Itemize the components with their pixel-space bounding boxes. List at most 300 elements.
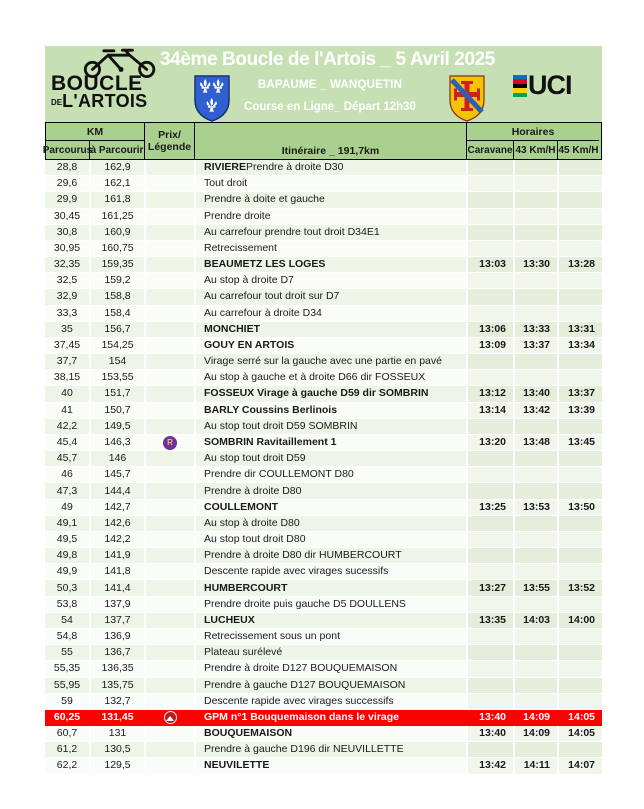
itinerary-cell: Prendre droite bbox=[196, 209, 468, 225]
time-43kmh-cell bbox=[515, 160, 559, 176]
km-a-parcourir-cell: 142,2 bbox=[91, 532, 146, 548]
km-parcourus-cell: 28,8 bbox=[45, 160, 91, 176]
table-row bbox=[45, 192, 602, 208]
itinerary-cell: Prendre dir COULLEMONT D80 bbox=[196, 467, 468, 483]
table-row bbox=[45, 225, 602, 241]
table-row bbox=[45, 694, 602, 710]
bapaume-coat-of-arms-icon bbox=[193, 74, 231, 122]
km-a-parcourir-cell: 142,7 bbox=[91, 500, 146, 516]
time-45kmh-cell bbox=[559, 370, 602, 386]
itinerary-cell: Au stop à droite D7 bbox=[196, 273, 468, 289]
km-a-parcourir-cell: 132,7 bbox=[91, 694, 146, 710]
time-45kmh-cell bbox=[559, 192, 602, 208]
km-parcourus-cell: 55,35 bbox=[45, 661, 91, 677]
header-itineraire: Itinéraire _ 191,7km bbox=[195, 123, 467, 159]
itinerary-cell: COULLEMONT bbox=[196, 500, 468, 516]
km-a-parcourir-cell: 145,7 bbox=[91, 467, 146, 483]
table-row bbox=[45, 483, 602, 499]
time-45kmh-cell bbox=[559, 289, 602, 305]
time-43kmh-cell: 13:48 bbox=[515, 435, 559, 451]
uci-logo bbox=[513, 72, 572, 99]
time-43kmh-cell bbox=[515, 241, 559, 257]
itinerary-cell: SOMBRIN Ravitaillement 1 bbox=[196, 435, 468, 451]
time-45kmh-cell: 13:52 bbox=[559, 580, 602, 596]
km-parcourus-cell: 32,9 bbox=[45, 289, 91, 305]
time-45kmh-cell: 13:37 bbox=[559, 386, 602, 402]
caravane-time-cell: 13:35 bbox=[468, 613, 515, 629]
table-row bbox=[45, 678, 602, 694]
time-43kmh-cell bbox=[515, 370, 559, 386]
km-parcourus-cell: 40 bbox=[45, 386, 91, 402]
itinerary-cell: Descente rapide avec virages successifs bbox=[196, 694, 468, 710]
race-route: BAPAUME _ WANQUETIN bbox=[257, 79, 403, 91]
itinerary-cell: HUMBERCOURT bbox=[196, 580, 468, 596]
prix-legende-cell bbox=[146, 694, 196, 710]
prix-legende-cell bbox=[146, 322, 196, 338]
table-row bbox=[45, 710, 602, 726]
km-a-parcourir-cell: 160,75 bbox=[91, 241, 146, 257]
table-row bbox=[45, 370, 602, 386]
km-a-parcourir-cell: 162,9 bbox=[91, 160, 146, 176]
prix-legende-cell bbox=[146, 435, 196, 451]
prix-legende-cell bbox=[146, 160, 196, 176]
time-45kmh-cell bbox=[559, 451, 602, 467]
caravane-time-cell bbox=[468, 451, 515, 467]
table-row bbox=[45, 289, 602, 305]
itinerary-cell: Au stop à droite D80 bbox=[196, 516, 468, 532]
km-a-parcourir-cell: 142,6 bbox=[91, 516, 146, 532]
prix-legende-cell bbox=[146, 306, 196, 322]
caravane-time-cell bbox=[468, 516, 515, 532]
caravane-time-cell bbox=[468, 419, 515, 435]
km-parcourus-cell: 49,1 bbox=[45, 516, 91, 532]
prix-legende-cell bbox=[146, 597, 196, 613]
caravane-time-cell bbox=[468, 241, 515, 257]
table-row bbox=[45, 176, 602, 192]
time-45kmh-cell bbox=[559, 694, 602, 710]
table-row bbox=[45, 306, 602, 322]
prix-legende-cell bbox=[146, 386, 196, 402]
table-row bbox=[45, 580, 602, 596]
km-parcourus-cell: 30,95 bbox=[45, 241, 91, 257]
table-row bbox=[45, 257, 602, 273]
caravane-time-cell bbox=[468, 176, 515, 192]
prix-legende-cell bbox=[146, 500, 196, 516]
km-parcourus-cell: 45,7 bbox=[45, 451, 91, 467]
km-a-parcourir-cell: 141,4 bbox=[91, 580, 146, 596]
time-43kmh-cell bbox=[515, 742, 559, 758]
caravane-time-cell: 13:12 bbox=[468, 386, 515, 402]
table-row bbox=[45, 548, 602, 564]
time-43kmh-cell bbox=[515, 661, 559, 677]
table-row bbox=[45, 564, 602, 580]
km-a-parcourir-cell: 150,7 bbox=[91, 403, 146, 419]
km-parcourus-cell: 50,3 bbox=[45, 580, 91, 596]
itinerary-cell: Au carrefour à droite D34 bbox=[196, 306, 468, 322]
km-a-parcourir-cell: 135,75 bbox=[91, 678, 146, 694]
itinerary-cell: Prendre à droite D127 BOUQUEMAISON bbox=[196, 661, 468, 677]
table-row bbox=[45, 532, 602, 548]
caravane-time-cell bbox=[468, 273, 515, 289]
time-45kmh-cell: 14:05 bbox=[559, 726, 602, 742]
time-45kmh-cell bbox=[559, 176, 602, 192]
prix-legende-cell bbox=[146, 273, 196, 289]
km-a-parcourir-cell: 137,9 bbox=[91, 597, 146, 613]
table-row bbox=[45, 435, 602, 451]
km-a-parcourir-cell: 136,7 bbox=[91, 645, 146, 661]
km-a-parcourir-cell: 149,5 bbox=[91, 419, 146, 435]
prix-legende-cell bbox=[146, 403, 196, 419]
km-a-parcourir-cell: 156,7 bbox=[91, 322, 146, 338]
table-row bbox=[45, 241, 602, 257]
table-row bbox=[45, 451, 602, 467]
km-a-parcourir-cell: 154 bbox=[91, 354, 146, 370]
km-parcourus-cell: 59 bbox=[45, 694, 91, 710]
km-parcourus-cell: 29,6 bbox=[45, 176, 91, 192]
table-row bbox=[45, 322, 602, 338]
km-a-parcourir-cell: 130,5 bbox=[91, 742, 146, 758]
prix-legende-cell bbox=[146, 289, 196, 305]
km-parcourus-cell: 49,9 bbox=[45, 564, 91, 580]
km-a-parcourir-cell: 141,9 bbox=[91, 548, 146, 564]
prix-legende-cell bbox=[146, 192, 196, 208]
time-45kmh-cell: 13:34 bbox=[559, 338, 602, 354]
gpm-mountain-icon bbox=[164, 711, 177, 724]
itinerary-cell: Au stop à gauche et à droite D66 dir FOSSEUX bbox=[196, 370, 468, 386]
caravane-time-cell bbox=[468, 370, 515, 386]
km-a-parcourir-cell: 158,4 bbox=[91, 306, 146, 322]
time-43kmh-cell: 13:55 bbox=[515, 580, 559, 596]
km-parcourus-cell: 38,15 bbox=[45, 370, 91, 386]
time-43kmh-cell bbox=[515, 564, 559, 580]
km-parcourus-cell: 41 bbox=[45, 403, 91, 419]
race-title: 34ème Boucle de l'Artois _ 5 Avril 2025 bbox=[160, 49, 495, 70]
header-horaires: Horaires bbox=[467, 123, 599, 141]
caravane-time-cell: 13:20 bbox=[468, 435, 515, 451]
prix-legende-cell bbox=[146, 467, 196, 483]
km-parcourus-cell: 37,45 bbox=[45, 338, 91, 354]
time-45kmh-cell bbox=[559, 516, 602, 532]
prix-legende-cell bbox=[146, 176, 196, 192]
prix-legende-cell bbox=[146, 257, 196, 273]
caravane-time-cell bbox=[468, 678, 515, 694]
time-45kmh-cell: 14:07 bbox=[559, 758, 602, 774]
header-parcourus: Parcourus bbox=[46, 141, 90, 159]
table-row bbox=[45, 726, 602, 742]
caravane-time-cell: 13:40 bbox=[468, 726, 515, 742]
header-km: KM bbox=[46, 123, 145, 141]
race-banner bbox=[45, 46, 602, 122]
itinerary-cell: FOSSEUX Virage à gauche D59 dir SOMBRIN bbox=[196, 386, 468, 402]
km-a-parcourir-cell: 146 bbox=[91, 451, 146, 467]
caravane-time-cell bbox=[468, 225, 515, 241]
time-45kmh-cell: 14:00 bbox=[559, 613, 602, 629]
time-45kmh-cell bbox=[559, 483, 602, 499]
itinerary-cell: Au stop tout droit D59 SOMBRIN bbox=[196, 419, 468, 435]
prix-legende-cell bbox=[146, 209, 196, 225]
time-43kmh-cell bbox=[515, 289, 559, 305]
km-a-parcourir-cell: 159,2 bbox=[91, 273, 146, 289]
logo-de: DE bbox=[51, 98, 63, 108]
km-parcourus-cell: 47,3 bbox=[45, 483, 91, 499]
km-parcourus-cell: 49,8 bbox=[45, 548, 91, 564]
itinerary-cell: Au carrefour prendre tout droit D34E1 bbox=[196, 225, 468, 241]
header-prix-legende: Prix/ Légende bbox=[145, 123, 195, 159]
itinerary-cell: Prendre à droite D80 bbox=[196, 483, 468, 499]
km-a-parcourir-cell: 154,25 bbox=[91, 338, 146, 354]
time-43kmh-cell: 14:11 bbox=[515, 758, 559, 774]
prix-legende-cell bbox=[146, 241, 196, 257]
km-a-parcourir-cell: 131,45 bbox=[91, 710, 146, 726]
km-parcourus-cell: 54,8 bbox=[45, 629, 91, 645]
race-type-start: Course en Ligne_ Départ 12h30 bbox=[244, 101, 416, 113]
km-parcourus-cell: 49 bbox=[45, 500, 91, 516]
itinerary-cell: Virage serré sur la gauche avec une partie en pavé bbox=[196, 354, 468, 370]
ravitaillement-icon: R bbox=[163, 436, 177, 450]
time-43kmh-cell bbox=[515, 192, 559, 208]
km-a-parcourir-cell: 136,9 bbox=[91, 629, 146, 645]
time-45kmh-cell bbox=[559, 209, 602, 225]
caravane-time-cell bbox=[468, 289, 515, 305]
table-row bbox=[45, 419, 602, 435]
itinerary-cell: Prendre droite puis gauche D5 DOULLENS bbox=[196, 597, 468, 613]
prix-legende-cell bbox=[146, 613, 196, 629]
itinerary-cell: Prendre à doite et gauche bbox=[196, 192, 468, 208]
time-43kmh-cell bbox=[515, 273, 559, 289]
table-row bbox=[45, 467, 602, 483]
prix-legende-cell bbox=[146, 645, 196, 661]
km-a-parcourir-cell: 160,9 bbox=[91, 225, 146, 241]
km-a-parcourir-cell: 151,7 bbox=[91, 386, 146, 402]
caravane-time-cell bbox=[468, 532, 515, 548]
caravane-time-cell bbox=[468, 467, 515, 483]
km-a-parcourir-cell: 131 bbox=[91, 726, 146, 742]
prix-legende-cell bbox=[146, 564, 196, 580]
itinerary-cell: Prendre à gauche D127 BOUQUEMAISON bbox=[196, 678, 468, 694]
km-parcourus-cell: 42,2 bbox=[45, 419, 91, 435]
table-row bbox=[45, 645, 602, 661]
header-a-parcourir: à Parcourir bbox=[90, 141, 145, 159]
km-parcourus-cell: 49,5 bbox=[45, 532, 91, 548]
time-45kmh-cell bbox=[559, 467, 602, 483]
table-row bbox=[45, 629, 602, 645]
km-parcourus-cell: 30,8 bbox=[45, 225, 91, 241]
time-45kmh-cell bbox=[559, 597, 602, 613]
caravane-time-cell bbox=[468, 645, 515, 661]
time-45kmh-cell bbox=[559, 645, 602, 661]
time-45kmh-cell bbox=[559, 629, 602, 645]
table-row bbox=[45, 273, 602, 289]
itinerary-cell: Retrecissement bbox=[196, 241, 468, 257]
km-a-parcourir-cell: 159,35 bbox=[91, 257, 146, 273]
time-45kmh-cell bbox=[559, 273, 602, 289]
table-row bbox=[45, 500, 602, 516]
prix-legende-cell bbox=[146, 580, 196, 596]
time-43kmh-cell bbox=[515, 516, 559, 532]
km-parcourus-cell: 30,45 bbox=[45, 209, 91, 225]
caravane-time-cell: 13:03 bbox=[468, 257, 515, 273]
km-parcourus-cell: 46 bbox=[45, 467, 91, 483]
km-a-parcourir-cell: 129,5 bbox=[91, 758, 146, 774]
caravane-time-cell: 13:14 bbox=[468, 403, 515, 419]
time-43kmh-cell bbox=[515, 645, 559, 661]
time-43kmh-cell: 14:09 bbox=[515, 726, 559, 742]
caravane-time-cell bbox=[468, 661, 515, 677]
table-row bbox=[45, 597, 602, 613]
time-43kmh-cell bbox=[515, 597, 559, 613]
time-45kmh-cell bbox=[559, 532, 602, 548]
km-parcourus-cell: 33,3 bbox=[45, 306, 91, 322]
caravane-time-cell: 13:09 bbox=[468, 338, 515, 354]
prix-legende-cell bbox=[146, 532, 196, 548]
logo-line1: BOUCLE bbox=[51, 72, 143, 95]
km-a-parcourir-cell: 141,8 bbox=[91, 564, 146, 580]
time-45kmh-cell bbox=[559, 419, 602, 435]
itinerary-cell: Au carrefour tout droit sur D7 bbox=[196, 289, 468, 305]
time-45kmh-cell bbox=[559, 241, 602, 257]
table-row bbox=[45, 403, 602, 419]
time-45kmh-cell: 13:28 bbox=[559, 257, 602, 273]
itinerary-cell: BEAUMETZ LES LOGES bbox=[196, 257, 468, 273]
itinerary-cell: GOUY EN ARTOIS bbox=[196, 338, 468, 354]
wanquetin-coat-of-arms-icon bbox=[448, 74, 486, 122]
itinerary-cell: BARLY Coussins Berlinois bbox=[196, 403, 468, 419]
km-a-parcourir-cell: 146,3 bbox=[91, 435, 146, 451]
caravane-time-cell bbox=[468, 742, 515, 758]
caravane-time-cell bbox=[468, 597, 515, 613]
time-43kmh-cell bbox=[515, 483, 559, 499]
time-43kmh-cell bbox=[515, 629, 559, 645]
logo-wordmark bbox=[51, 74, 147, 110]
km-a-parcourir-cell: 153,55 bbox=[91, 370, 146, 386]
roadbook-sheet bbox=[42, 46, 602, 775]
itinerary-cell: Plateau surélevé bbox=[196, 645, 468, 661]
km-a-parcourir-cell: 161,8 bbox=[91, 192, 146, 208]
itinerary-cell: MONCHIET bbox=[196, 322, 468, 338]
km-parcourus-cell: 32,5 bbox=[45, 273, 91, 289]
table-row bbox=[45, 386, 602, 402]
prix-legende-cell bbox=[146, 354, 196, 370]
table-row bbox=[45, 209, 602, 225]
time-43kmh-cell bbox=[515, 306, 559, 322]
table-row bbox=[45, 613, 602, 629]
table-row bbox=[45, 742, 602, 758]
prix-legende-cell bbox=[146, 548, 196, 564]
caravane-time-cell bbox=[468, 192, 515, 208]
time-45kmh-cell bbox=[559, 661, 602, 677]
time-43kmh-cell bbox=[515, 548, 559, 564]
uci-rainbow-bars-icon bbox=[513, 75, 527, 97]
itinerary-cell: Prendre à gauche D196 dir NEUVILLETTE bbox=[196, 742, 468, 758]
time-45kmh-cell: 13:50 bbox=[559, 500, 602, 516]
itinerary-cell: BOUQUEMAISON bbox=[196, 726, 468, 742]
caravane-time-cell bbox=[468, 694, 515, 710]
prix-legende-cell bbox=[146, 710, 196, 726]
km-a-parcourir-cell: 162,1 bbox=[91, 176, 146, 192]
caravane-time-cell bbox=[468, 160, 515, 176]
time-45kmh-cell: 14:05 bbox=[559, 710, 602, 726]
time-45kmh-cell bbox=[559, 225, 602, 241]
km-parcourus-cell: 61,2 bbox=[45, 742, 91, 758]
prix-legende-cell bbox=[146, 451, 196, 467]
caravane-time-cell bbox=[468, 548, 515, 564]
km-parcourus-cell: 62,2 bbox=[45, 758, 91, 774]
itinerary-cell: Au stop tout droit D59 bbox=[196, 451, 468, 467]
itinerary-table-body bbox=[45, 160, 602, 775]
prix-legende-cell bbox=[146, 516, 196, 532]
time-43kmh-cell: 13:30 bbox=[515, 257, 559, 273]
km-parcourus-cell: 35 bbox=[45, 322, 91, 338]
km-parcourus-cell: 32,35 bbox=[45, 257, 91, 273]
table-row bbox=[45, 661, 602, 677]
time-45kmh-cell bbox=[559, 742, 602, 758]
caravane-time-cell bbox=[468, 564, 515, 580]
time-43kmh-cell bbox=[515, 176, 559, 192]
km-a-parcourir-cell: 136,35 bbox=[91, 661, 146, 677]
time-45kmh-cell bbox=[559, 564, 602, 580]
caravane-time-cell bbox=[468, 209, 515, 225]
caravane-time-cell: 13:06 bbox=[468, 322, 515, 338]
km-parcourus-cell: 60,25 bbox=[45, 710, 91, 726]
prix-legende-cell bbox=[146, 742, 196, 758]
logo-line2 bbox=[51, 93, 147, 110]
caravane-time-cell bbox=[468, 483, 515, 499]
time-43kmh-cell: 14:03 bbox=[515, 613, 559, 629]
itinerary-cell: LUCHEUX bbox=[196, 613, 468, 629]
caravane-time-cell bbox=[468, 306, 515, 322]
time-43kmh-cell bbox=[515, 354, 559, 370]
table-row bbox=[45, 160, 602, 176]
prix-legende-cell bbox=[146, 758, 196, 774]
km-parcourus-cell: 53,8 bbox=[45, 597, 91, 613]
km-a-parcourir-cell: 161,25 bbox=[91, 209, 146, 225]
itinerary-cell: RIVIERE Prendre à droite D30 bbox=[196, 160, 468, 176]
itinerary-cell: Prendre à droite D80 dir HUMBERCOURT bbox=[196, 548, 468, 564]
time-43kmh-cell: 14:09 bbox=[515, 710, 559, 726]
km-parcourus-cell: 29,9 bbox=[45, 192, 91, 208]
time-43kmh-cell bbox=[515, 694, 559, 710]
header-43kmh: 43 Km/H bbox=[514, 141, 558, 159]
time-45kmh-cell: 13:39 bbox=[559, 403, 602, 419]
time-43kmh-cell bbox=[515, 451, 559, 467]
km-parcourus-cell: 55 bbox=[45, 645, 91, 661]
time-43kmh-cell: 13:37 bbox=[515, 338, 559, 354]
time-45kmh-cell: 13:31 bbox=[559, 322, 602, 338]
itinerary-cell: Retrecissement sous un pont bbox=[196, 629, 468, 645]
km-parcourus-cell: 54 bbox=[45, 613, 91, 629]
km-a-parcourir-cell: 158,8 bbox=[91, 289, 146, 305]
time-43kmh-cell bbox=[515, 225, 559, 241]
prix-legende-cell bbox=[146, 629, 196, 645]
time-43kmh-cell bbox=[515, 209, 559, 225]
table-row bbox=[45, 758, 602, 774]
prix-legende-cell bbox=[146, 225, 196, 241]
time-43kmh-cell bbox=[515, 467, 559, 483]
header-caravane: Caravane bbox=[467, 141, 514, 159]
time-45kmh-cell bbox=[559, 306, 602, 322]
km-a-parcourir-cell: 137,7 bbox=[91, 613, 146, 629]
prix-legende-cell bbox=[146, 726, 196, 742]
caravane-time-cell: 13:25 bbox=[468, 500, 515, 516]
itinerary-cell: Au stop tout droit D80 bbox=[196, 532, 468, 548]
prix-legende-cell bbox=[146, 419, 196, 435]
caravane-time-cell: 13:27 bbox=[468, 580, 515, 596]
logo-artois: L'ARTOIS bbox=[62, 91, 148, 112]
time-43kmh-cell: 13:40 bbox=[515, 386, 559, 402]
prix-legende-cell bbox=[146, 661, 196, 677]
time-45kmh-cell: 13:45 bbox=[559, 435, 602, 451]
time-43kmh-cell bbox=[515, 419, 559, 435]
